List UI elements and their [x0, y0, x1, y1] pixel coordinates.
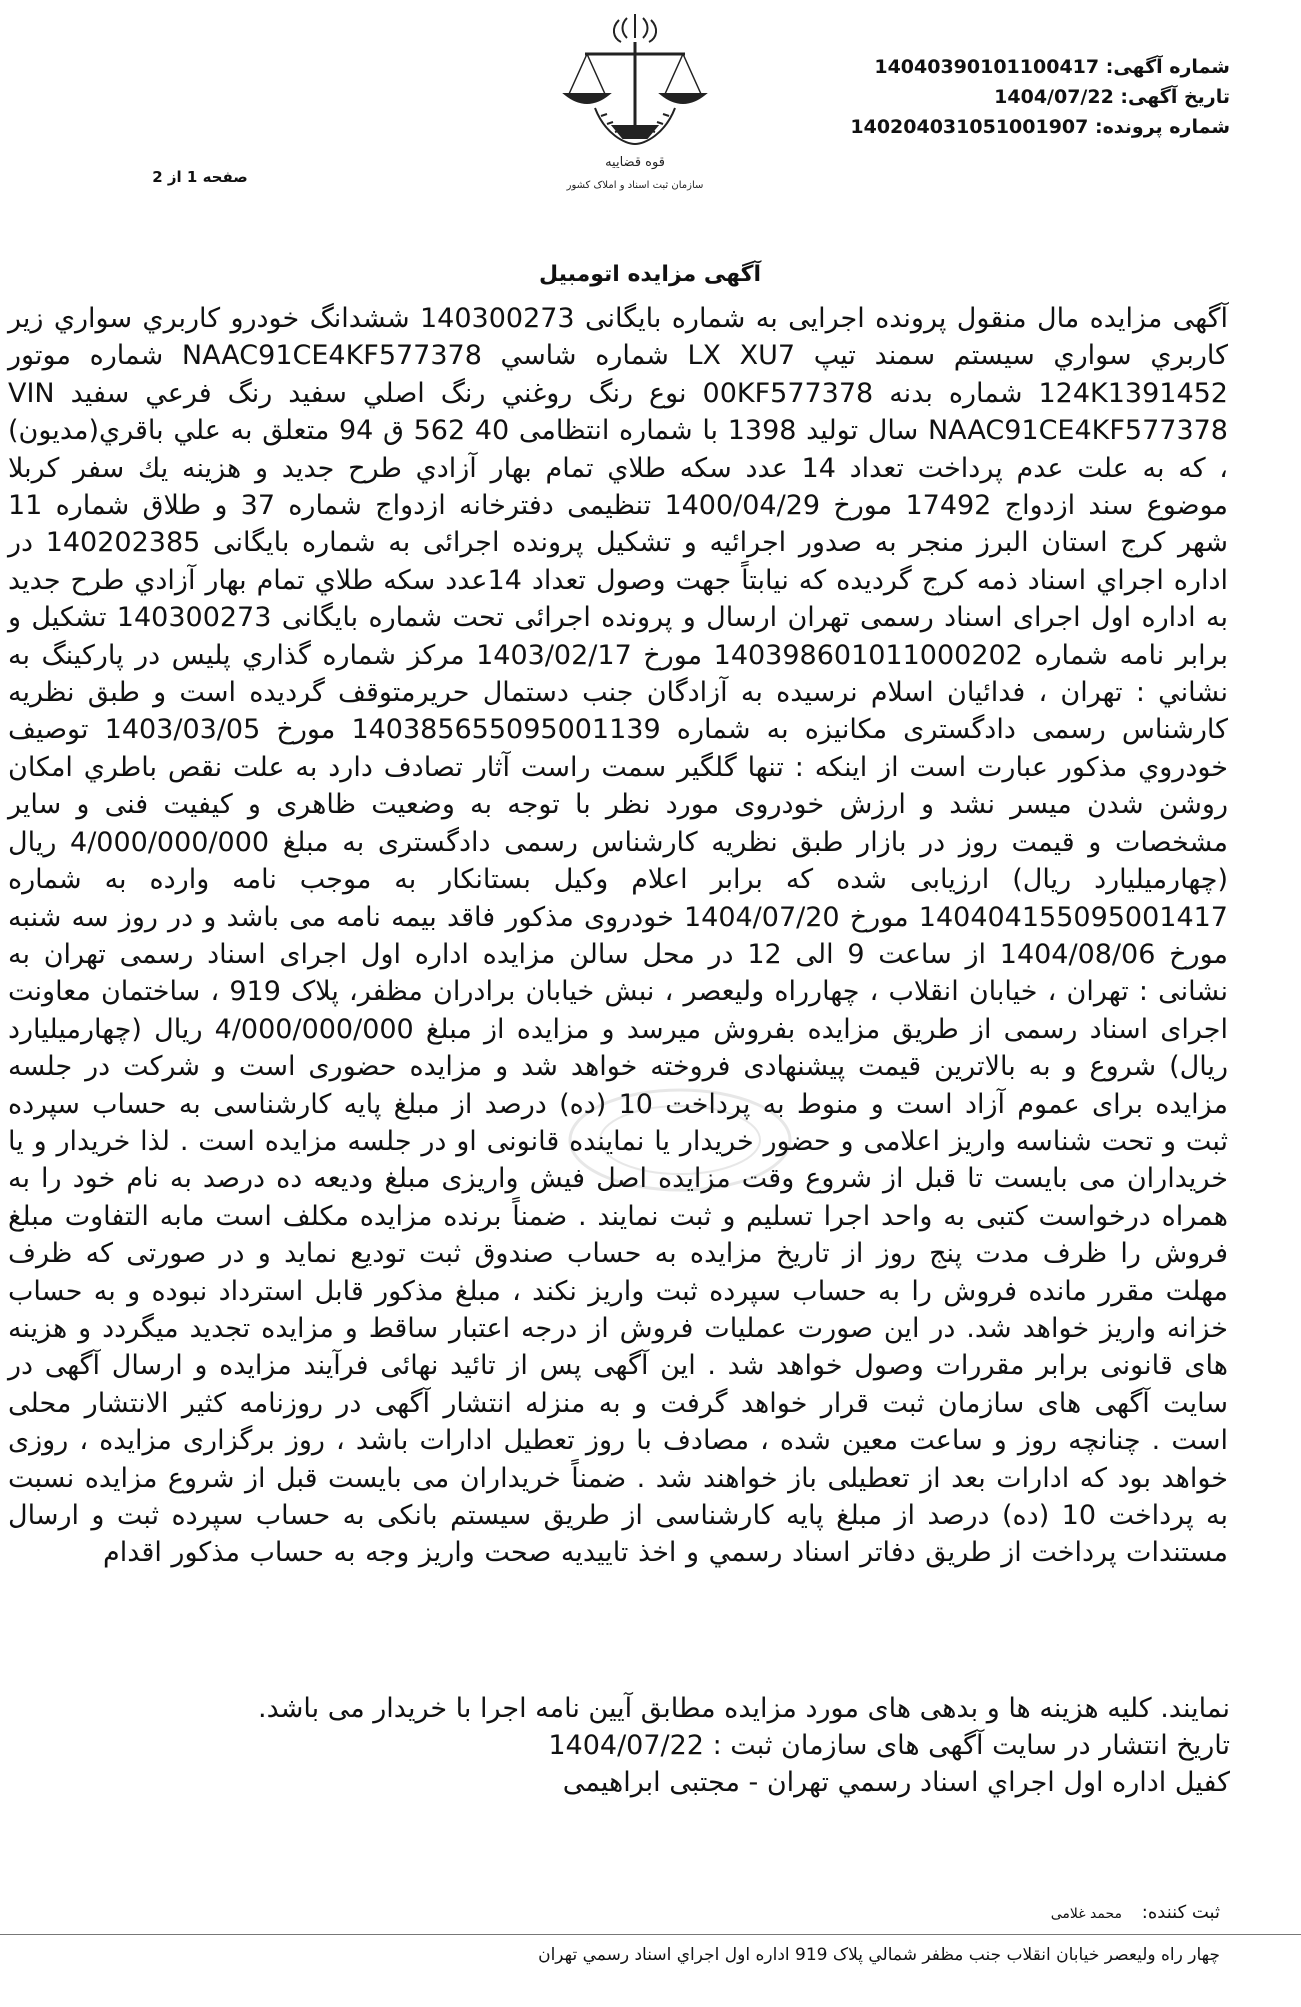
registrar-label: ثبت کننده: — [1141, 1902, 1220, 1923]
ad-number-row — [790, 52, 1230, 82]
ad-number-label: شماره آگهی: — [1105, 56, 1230, 78]
ad-number: 14040390101100417 — [874, 56, 1100, 78]
closing-line: نمایند. کلیه هزینه ها و بدهی های مورد مزایده مطابق آیین نامه اجرا با خریدار می باشد. — [258, 1693, 1230, 1724]
closing-section — [60, 1690, 1230, 1801]
footer-divider — [0, 1934, 1301, 1935]
document-title: آگهی مزایده اتومبیل — [538, 262, 762, 287]
case-number-label: شماره پرونده: — [1094, 116, 1230, 138]
watermark-logo — [560, 1080, 800, 1200]
publication-date: 1404/07/22 — [548, 1730, 704, 1761]
signature-line: کفیل اداره اول اجراي اسناد رسمي تهران - مجتبی ابراهیمی — [562, 1767, 1230, 1798]
judiciary-emblem-logo — [555, 8, 715, 208]
registrar — [1010, 1902, 1220, 1923]
case-number-row — [790, 112, 1230, 142]
registrar-name: محمد غلامی — [1050, 1906, 1123, 1922]
ad-date-label: تاریخ آگهی: — [1120, 86, 1230, 108]
footer-address: چهار راه وليعصر خيابان انقلاب جنب مظفر شمالي پلاک 919 اداره اول اجراي اسناد رسمي تهران — [538, 1945, 1220, 1965]
emblem-caption-2: سازمان ثبت اسناد و املاک کشور — [566, 180, 704, 191]
publication-date-label: تاریخ انتشار در سایت آگهی های سازمان ثبت : — [712, 1730, 1230, 1761]
emblem-caption-1: قوه قضاییه — [605, 155, 665, 170]
auction-body-text: آگهی مزایده مال منقول پرونده اجرایی به شماره بایگانی 140300273 ششدانگ خودرو کاربري سواري زير کاربري سواري سيستم سمند تيپ LX XU7 شماره شاسي NAAC91CE4KF577378 شماره موتور 124K1391452 شماره بدنه 00KF577378 نوع رنگ روغني رنگ اصلي سفيد رنگ فرعي سفيد VIN NAAC91CE4KF577378 سال توليد 1398 با شماره انتظامی 40 562 ق 94 متعلق به علي باقري(مديون) ، که به علت عدم پرداخت تعداد 14 عدد سکه طلاي تمام بهار آزادي طرح جديد و هزينه يك سفر کربلا موضوع سند ازدواج 17492 مورخ 1400/04/29 تنظیمی دفترخانه ازدواج شماره 37 و طلاق شماره 11 شهر کرج استان البرز منجر به صدور اجرائیه و تشکیل پرونده اجرائی به شماره بایگانی 140202385 در اداره اجراي اسناد ذمه کرج گرديده که نیابتاً جهت وصول تعداد 14عدد سکه طلاي تمام بهار آزادي طرح جديد به اداره اول اجرای اسناد رسمی تهران ارسال و پرونده اجرائی تحت شماره بایگانی 140300273 تشکیل و برابر نامه شماره 14039860101100020​2 مورخ 1403/02/17 مرکز شماره گذاري پليس در پارکينگ به نشاني : تهران ، فدائيان اسلام نرسيده به آزادگان جنب دستمال حريرمتوقف گرديده است و طبق نظريه کارشناس رسمی دادگستری مکانیزه به شماره 14038565509500113​9 مورخ 1403/03/05 توصيف خودروي مذکور عبارت است از اینکه : تنها گلگير سمت راست آثار تصادف دارد به علت نقص باطري امکان روشن شدن میسر نشد و ارزش خودروی مورد نظر با توجه به وضعیت ظاهری و کیفیت فنی و سایر مشخصات و قیمت روز در بازار طبق نظریه کارشناس رسمی دادگستری به مبلغ 4/000/000/000 ریال (چهارمیلیارد ریال) ارزیابی شده که برابر اعلام وکیل بستانکار به موجب نامه وارده به شماره 14040415509500141​7 مورخ 1404/07/20 خودروی مذکور فاقد بیمه نامه می باشد و در روز سه شنبه مورخ 1404/08/06 از ساعت 9 الی 12 در محل سالن مزایده اداره اول اجرای اسناد رسمی تهران به نشانی : تهران ، خیابان انقلاب ، چهارراه ولیعصر ، نبش خیابان برادران مظفر، پلاک 919 ، ساختمان معاونت اجرای اسناد رسمی از طریق مزایده بفروش میرسد و مزایده از مبلغ 4/000/000/000 ریال (چهارمیلیارد ریال) شروع و به بالاترین قیمت پیشنهادی فروخته خواهد شد و مزایده حضوری است و شرکت در جلسه مزایده برای عموم آزاد است و منوط به پرداخت 10 (ده) درصد از مبلغ پایه کارشناسی به حساب سپرده ثبت و تحت شناسه واریز اعلامی و حضور خریدار یا نماینده قانونی او در جلسه مزایده است . لذا خریدار و یا خریداران می بایست تا قبل از شروع وقت مزایده اصل فیش واریزی مبلغ ودیعه ده درصد به نام خود را به همراه درخواست کتبی به واحد اجرا تسلیم و ثبت نمایند . ضمناً برنده مزایده مکلف است مابه التفاوت مبلغ فروش را ظرف مدت پنج روز از تاریخ مزایده به حساب صندوق ثبت تودیع نماید و در صورتی که ظرف مهلت مقرر مانده فروش را به حساب سپرده ثبت واریز نکند ، مبلغ مذکور قابل استرداد نبوده و به حساب خزانه واریز خواهد شد. در این صورت عملیات فروش از درجه اعتبار ساقط و مزایده تجدید میگردد و هزینه های قانونی برابر مقررات وصول خواهد شد . این آگهی پس از تائید نهائی فرآیند مزایده و ارسال آگهی در سایت آگهی های سازمان ثبت قرار خواهد گرفت و به منزله انتشار آگهی در روزنامه کثیر الانتشار محلی است . چنانچه روز و ساعت معین شده ، مصادف با روز تعطیل ادارات باشد ، روز برگزاری مزایده ، روزی خواهد بود که ادارات بعد از تعطیلی باز خواهند شد . ضمناً خریداران می بایست قبل از شروع مزایده نسبت به پرداخت 10 (ده) درصد از مبلغ پایه کارشناسی از طریق سیستم بانکی به حساب سپرده ثبت و ارسال مستندات پرداخت از طریق دفاتر اسناد رسمي و اخذ تاييديه صحت واريز وجه به حساب مذکور اقدام — [8, 303, 1229, 1569]
page-number: صفحه 1 از 2 — [152, 168, 248, 186]
case-number: 14020403105100190​7 — [850, 116, 1089, 138]
ad-meta — [790, 52, 1230, 142]
ad-date: 1404/07/22 — [994, 86, 1114, 108]
ad-date-row — [790, 82, 1230, 112]
publication-date-row — [60, 1727, 1230, 1764]
